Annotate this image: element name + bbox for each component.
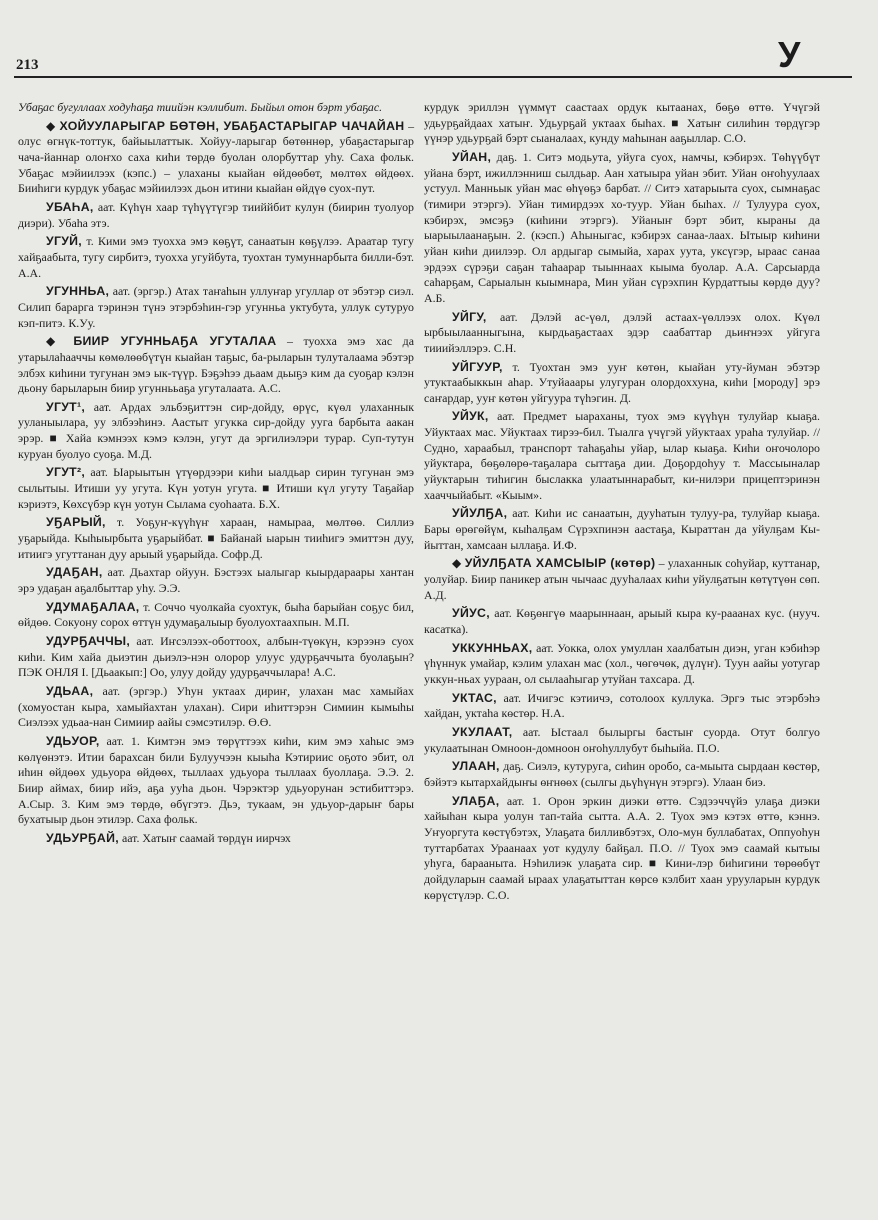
entry-definition: аат. (эргэр.) Атах таҥаһын уллуҥар угуллар от эбэтэр сиэл. Силип барарга тэринэн түнэ этэрбэһин-гэр угунньа уктубута, уллук сутуруо кэп-питэ. К.Уу. xyxy=(18,284,414,330)
entry-definition: аат. Уокка, олох умуллан хаалбатын диэн, уган кэбиһэр үһүннук умайар, кэлим улахан мас (хол., чөгөчөк, дүлүҥ). Туун аайы уотугар уккун-ньах уураан, ол сылааһыгар утуйан тахсара. Д. xyxy=(424,640,820,686)
headword: БИИР УГУННЬАҔА УГУТАЛАА xyxy=(73,334,277,349)
dictionary-entry xyxy=(424,725,820,756)
dictionary-entry xyxy=(424,606,820,637)
entry-definition: – улаханнык соһуйар, куттанар, уолуйар. Биир паникер атын чычаас дууһалаах киһи уйулҕатын көтүтүөн сөп. А.Д. xyxy=(424,556,820,602)
headword: УБАҺА, xyxy=(46,199,94,214)
entry-definition: аат. Ыстаал былыргы бастыҥ суорда. Отут болгуо укулаатынан Омноон-домноон оҥоһуллубут быһыйа. П.О. xyxy=(424,724,820,755)
dictionary-entry xyxy=(18,284,414,331)
entry-definition: – олус өгнүк-тоттук, байыылаттык. Хойуу-ларыгар бөтөннөр, убаҕастарыгар чача-йаннар олоҥхо саха киһи төрдө буолан олорбуттар уһу. Саха фольк. Убаҕас мэйиилээх (кэпс.) – улаханы кыайан өйдөөбөт, мөлтөх өйдөөх. Бииһиги курдук убаҕас мэйиилээх дьон итини кыайан өйдүө суох-пут. xyxy=(18,118,415,196)
headword: УГУТ², xyxy=(46,465,86,480)
headword: УДУРҔАЧЧЫ, xyxy=(46,634,131,648)
headword: УЛААН, xyxy=(452,759,500,774)
headword: УДЬУРҔАЙ, xyxy=(46,830,119,845)
dictionary-entry xyxy=(18,734,414,828)
header-letter: У xyxy=(778,34,801,75)
headword: УГУННЬА, xyxy=(46,284,110,299)
entry-definition: аат. Ардах эльбэҕиттэн сир-дойду, өрүс, күөл улаханнык ууланыылара, уу элбээһинэ. Аастыт угукка сир-дойду ууга барбыта аакан эрэр. ■ Хайа кэмнээх кэмэ кэлэн, угут да эргилиэлэри турар. Суп-тутун куруан буолуо суоҕа. М.Д. xyxy=(18,399,414,461)
entry-definition: т. Туохтан эмэ ууҥ көтөн, кыайан уту-йуман эбэтэр утуктаабыккын аһар. Утуйааары улугуран олордоххуна, киһи [мороду] эрэ саҥардар, ууҥ көтөн уйгуура түһэгин. Д. xyxy=(424,359,820,405)
headword: УГУЙ, xyxy=(46,234,83,249)
dictionary-entry xyxy=(424,310,820,357)
headword: УЙУЛҔА, xyxy=(452,506,508,521)
entry-definition: курдук эриллэн үүммүт саастаах ордук кытаанах, бөҕө өттө. Үчүгэй удьурҕайдаах хатыҥ. Удьурҕай уктаах быһах. ■ Хатыҥ силиһин төрдүгэр үүнэр удьурҕай бэрт сыаналаах, кунду маһынан ааҕыллар. С.О. xyxy=(424,100,820,146)
headword: УЙГУУР, xyxy=(452,359,503,374)
diamond-bullet-icon: ◆ xyxy=(46,334,74,349)
dictionary-entry xyxy=(18,334,414,397)
headword: УКТАС, xyxy=(452,690,497,705)
entry-definition: аат. Хатыҥ саамай төрдүн иирчэх xyxy=(121,830,291,845)
dictionary-entry xyxy=(18,100,414,116)
right-column xyxy=(424,100,820,906)
headword: УКУЛААТ, xyxy=(452,724,513,739)
dictionary-entry xyxy=(424,409,820,503)
dictionary-entry xyxy=(18,400,414,463)
entry-definition: аат. 1. Орон эркин диэки өттө. Сэдээччүйэ улаҕа диэки хайыһан кыра уолун тап-тайа сытта. А.А. 2. Туох эмэ кэтэх өттө, кэннэ. Уҥуоргута көстүбэтэх, Улаҕата билливбэтэх, Оло-мун буллабатах, Оппуоһун туттарбатах Ураанаах уот кудулу байҕал. П.О. // Туох эмэ саамай кытыы уһуга, барааныта. Нэһилиэк улаҕата сир. ■ Кини-лэр биһигини төрөөбүт дойдуларын саамай ыраах улаҕатыттан көрсө кэлбит хаан урууларын курдук көрүстүлэр. С.О. xyxy=(424,793,820,902)
entry-definition: аат. Иҥсэлээх-оботтоох, албын-түөкүн, кэрээнэ суох киһи. Ким хайа дьиэтин дьиэлэ-нэн олорор улуус удурҕаччыта буолаҕын? ПЭК ОНЛЯ I. [Дьаакып:] Оо, улуу дойду удурҕаччылара! А.С. xyxy=(18,634,414,680)
entry-definition: аат. Предмет ыараханы, туох эмэ күүһүн тулуйар кыаҕа. Уйуктаах мас. Уйуктаах тирээ-бил. Тыалга үчүгэй уйуктаах ураһа тулуйар. // Судно, хараабыл, транспорт таһаҕаһы уйар, ылар кыаҕа. Киһи оҥочолоро уйуктара, бөҕөлөрө-таҕалара сыттаҕа дии. Доҕордоһуу т. Массыыналар уйуктарын тиһигин быслакка улаатыннарабыт, ки-нилэри прицептэринэн хааччыйабыт. «Кыым». xyxy=(424,409,820,502)
headword: УДЬУОР, xyxy=(46,733,100,748)
dictionary-entry xyxy=(424,150,820,307)
header-rule xyxy=(14,76,852,78)
headword: УДАҔАН, xyxy=(46,565,103,580)
headword: УГУТ¹, xyxy=(46,399,86,414)
entry-definition: даҕ. 1. Ситэ модьута, уйуга суох, намчы, кэбирэх. Төһүүбүт уйана бэрт, ижиллэнниш сылдьар. Аан хатыыра уйан эбит. Уйан оҥоһуулаах устуул. Манньык уйан мас өһүөҕэ барбат. // Ситэ хатарыыта суох, сымнаҕас (тимири этэргэ). Уйан тимирдээх хо-туур. Уйан быһах. // Тулуура суох, кэбирэх, эмсэҕэ (киһини этэргэ). Уйаныҥ бэрт эбит, кыраны да ыарыылаанаҕын. 2. (кэсп.) Аһыныгас, кэбирэх санаа-лаах. Ытыыр киһини уйан киһи диилээр. Ол ардыгар сымыйа, харах уута, уксүгэр, ыраас санаа эрдээх сүрэҕи саҕан таһаарар тыыннаах кыыма буолар. А.А. Сарсыарда саһарҕам, Сарыалын кыымнара, Мин уйан сүрэхпин Курдаттыы көрдө дуу? А.Б. xyxy=(424,149,820,305)
headword: УЙУЛҔАТА ХАМСЫЫР (көтөр) xyxy=(464,556,656,571)
dictionary-entry xyxy=(18,831,414,847)
headword: УҔАРЫЙ, xyxy=(46,515,106,530)
entry-definition: т. Соччо чуолкайа суохтук, быһа барыйан соҕус бил, өйдөө. Сокуону сорох өттүн удумаҕалыыр буолуохтаахпын. М.П. xyxy=(18,599,414,630)
entry-definition: аат. Көҕөнгүө маарыннаан, арыый кыра ку-рааанах кус. (нууч. касатка). xyxy=(424,606,820,636)
entry-definition: аат. Дьахтар ойуун. Бэстээх ыалыгар кыырдараары хантан эрэ удаҕан аҕалбыттар уһу. Э.Э. xyxy=(18,565,414,596)
dictionary-entry xyxy=(424,691,820,722)
dictionary-entry xyxy=(18,565,414,596)
entry-definition: аат. Күһүн хаар түһүүтүгэр тииййбит кулун (биирин туолуор диэри). Убаһа этэ. xyxy=(18,199,414,230)
dictionary-entry xyxy=(424,794,820,904)
entry-definition: т. Кими эмэ туохха эмэ көҕүт, санаатын көҕүлээ. Араатар тугу хайҕаабыта, тугу сирбитэ, туохха угуйбута, туохтан тумуннарбыта билли-бэт. А.А. xyxy=(18,234,414,280)
headword: УЛАҔА, xyxy=(452,793,500,808)
dictionary-entry xyxy=(18,684,414,731)
dictionary-entry xyxy=(424,759,820,790)
headword: УДУМАҔАЛАА, xyxy=(46,599,140,614)
left-column xyxy=(18,100,414,850)
dictionary-entry xyxy=(18,119,414,197)
headword: УДЬАА, xyxy=(46,683,94,698)
dictionary-entry xyxy=(424,641,820,688)
entry-definition: аат. (эргэр.) Уһун уктаах дириҥ, улахан мас хамыйах (хомуостан кыра, хамыйахтан улахан). Сири иһиттэрэн Симиин кымыһы Сиэлээх удьаа-нан Симиир аайы сэмсэтилэр. Ө.Ө. xyxy=(18,683,414,730)
entry-definition: даҕ. Сиэлэ, кутуруга, сиһин оробо, са-мыыта сырдаан көстөр, бэйэтэ кытархайдыҥы өҥнөөх (сылгы дьүһүнүн этэргэ). Улаан биэ. xyxy=(424,759,820,789)
dictionary-entry xyxy=(18,465,414,512)
headword: УЙАН, xyxy=(452,149,492,164)
dictionary-entry xyxy=(18,234,414,281)
dictionary-entry xyxy=(18,515,414,562)
diamond-bullet-icon: ◆ xyxy=(452,556,465,571)
entry-definition: – туохха эмэ хас да утарылаһааччы көмөлөөбүтүн кыайан таҕыс, ба-рыларын тулуталаама эбэтэр элбэх киһини тугунан эмэ ык-түүр. Бэҕэһээ дьаам дьыҕэ ким да суоҕар кэлэн дьону барыларын биир угуннььаҕа угуталаата. А.С. xyxy=(18,334,414,396)
dictionary-entry xyxy=(18,634,414,681)
headword: УККУННЬАХ, xyxy=(452,640,533,655)
diamond-bullet-icon: ◆ xyxy=(46,118,60,133)
entry-definition: аат. Ыарыытын үтүөрдээри киһи ыалдьар сирин тугунан эмэ сылытыы. Итиши уу угута. Күн уотун угута. ■ Итиши күл угуту Таҕайар кэриэтэ, Көхсүбэр күн уотун Сылама суоһаата. Б.Х. xyxy=(18,465,414,511)
dictionary-entry xyxy=(424,360,820,407)
dictionary-entry xyxy=(18,200,414,231)
entry-definition: аат. Киһи ис санаатын, дууһатын тулуу-ра, тулуйар кыаҕа. Бары өрөгөйүм, кыһалҕам Сүрэхпинэн аастаҕа, Кыраттан да уйулҕам Кы-йыттан, хамсаан ыллаҕа. И.Ф. xyxy=(424,506,820,552)
headword: УЙГУ, xyxy=(452,309,487,324)
entry-definition: аат. Дэлэй ас-үөл, дэлэй астаах-үөллээх олох. Күөл ырбыылаанныгына, кырдьаҕастаах эдэр саабаттар дьиҥнээх уйгуга тииийэллэрэ. С.Н. xyxy=(424,309,820,355)
dictionary-entry xyxy=(424,100,820,147)
page-number: 213 xyxy=(16,57,39,73)
dictionary-entry xyxy=(424,506,820,553)
headword: ХОЙУУЛАРЫГАР БӨТӨН, УБАҔАСТАРЫГАР ЧАЧАЙАН xyxy=(59,118,405,133)
entry-definition: Убаҕас бугуллаах ходуһаҕа тиийэн кэллибит. Быйыл отон бэрт убаҕас. xyxy=(18,100,383,114)
entry-definition: т. Уоҕуҥ-күүһүҥ хараан, намыраа, мөлтөө. Силлиэ уҕарыйда. Кыһыырбыта уҕарыйбат. ■ Байанай ыарын тииһигэ эмиттэн дуу, итиигэ угуттанан дуу арыый уҕарыйда. Софр.Д. xyxy=(18,515,414,561)
headword: УЙУС, xyxy=(452,606,490,621)
entry-definition: аат. Ичигэс кэтиичэ, сотолоох куллука. Эргэ тыс этэрбэһэ хайдан, уктаһа көстөр. Н.А. xyxy=(424,690,820,721)
entry-definition: аат. 1. Кимтэн эмэ төрүттээх киһи, ким эмэ хаһыс эмэ көлүөнэтэ. Итии барахсан били Булуучээн кыыһа Кэтириис оҕото эбит, ол иһин өйдөөх удьуора өйдөөх, тыллаах удьуора тыллаах буоллаҕа. Э.Э. 2. Биир аймах, биир ийэ, аҕа ууһа дьон. Чэрэктэр удьуорунан эстибиттэрэ. А.Сыр. 3. Ким эмэ төрдө, өбүгэтэ. Дьэ, тукаам, эн удьуор-дарыҥ бары бухатыыр дьон этилэр. Саха фольк. xyxy=(18,733,414,827)
dictionary-entry xyxy=(424,556,820,603)
headword: УЙУК, xyxy=(452,409,489,424)
dictionary-entry xyxy=(18,600,414,631)
